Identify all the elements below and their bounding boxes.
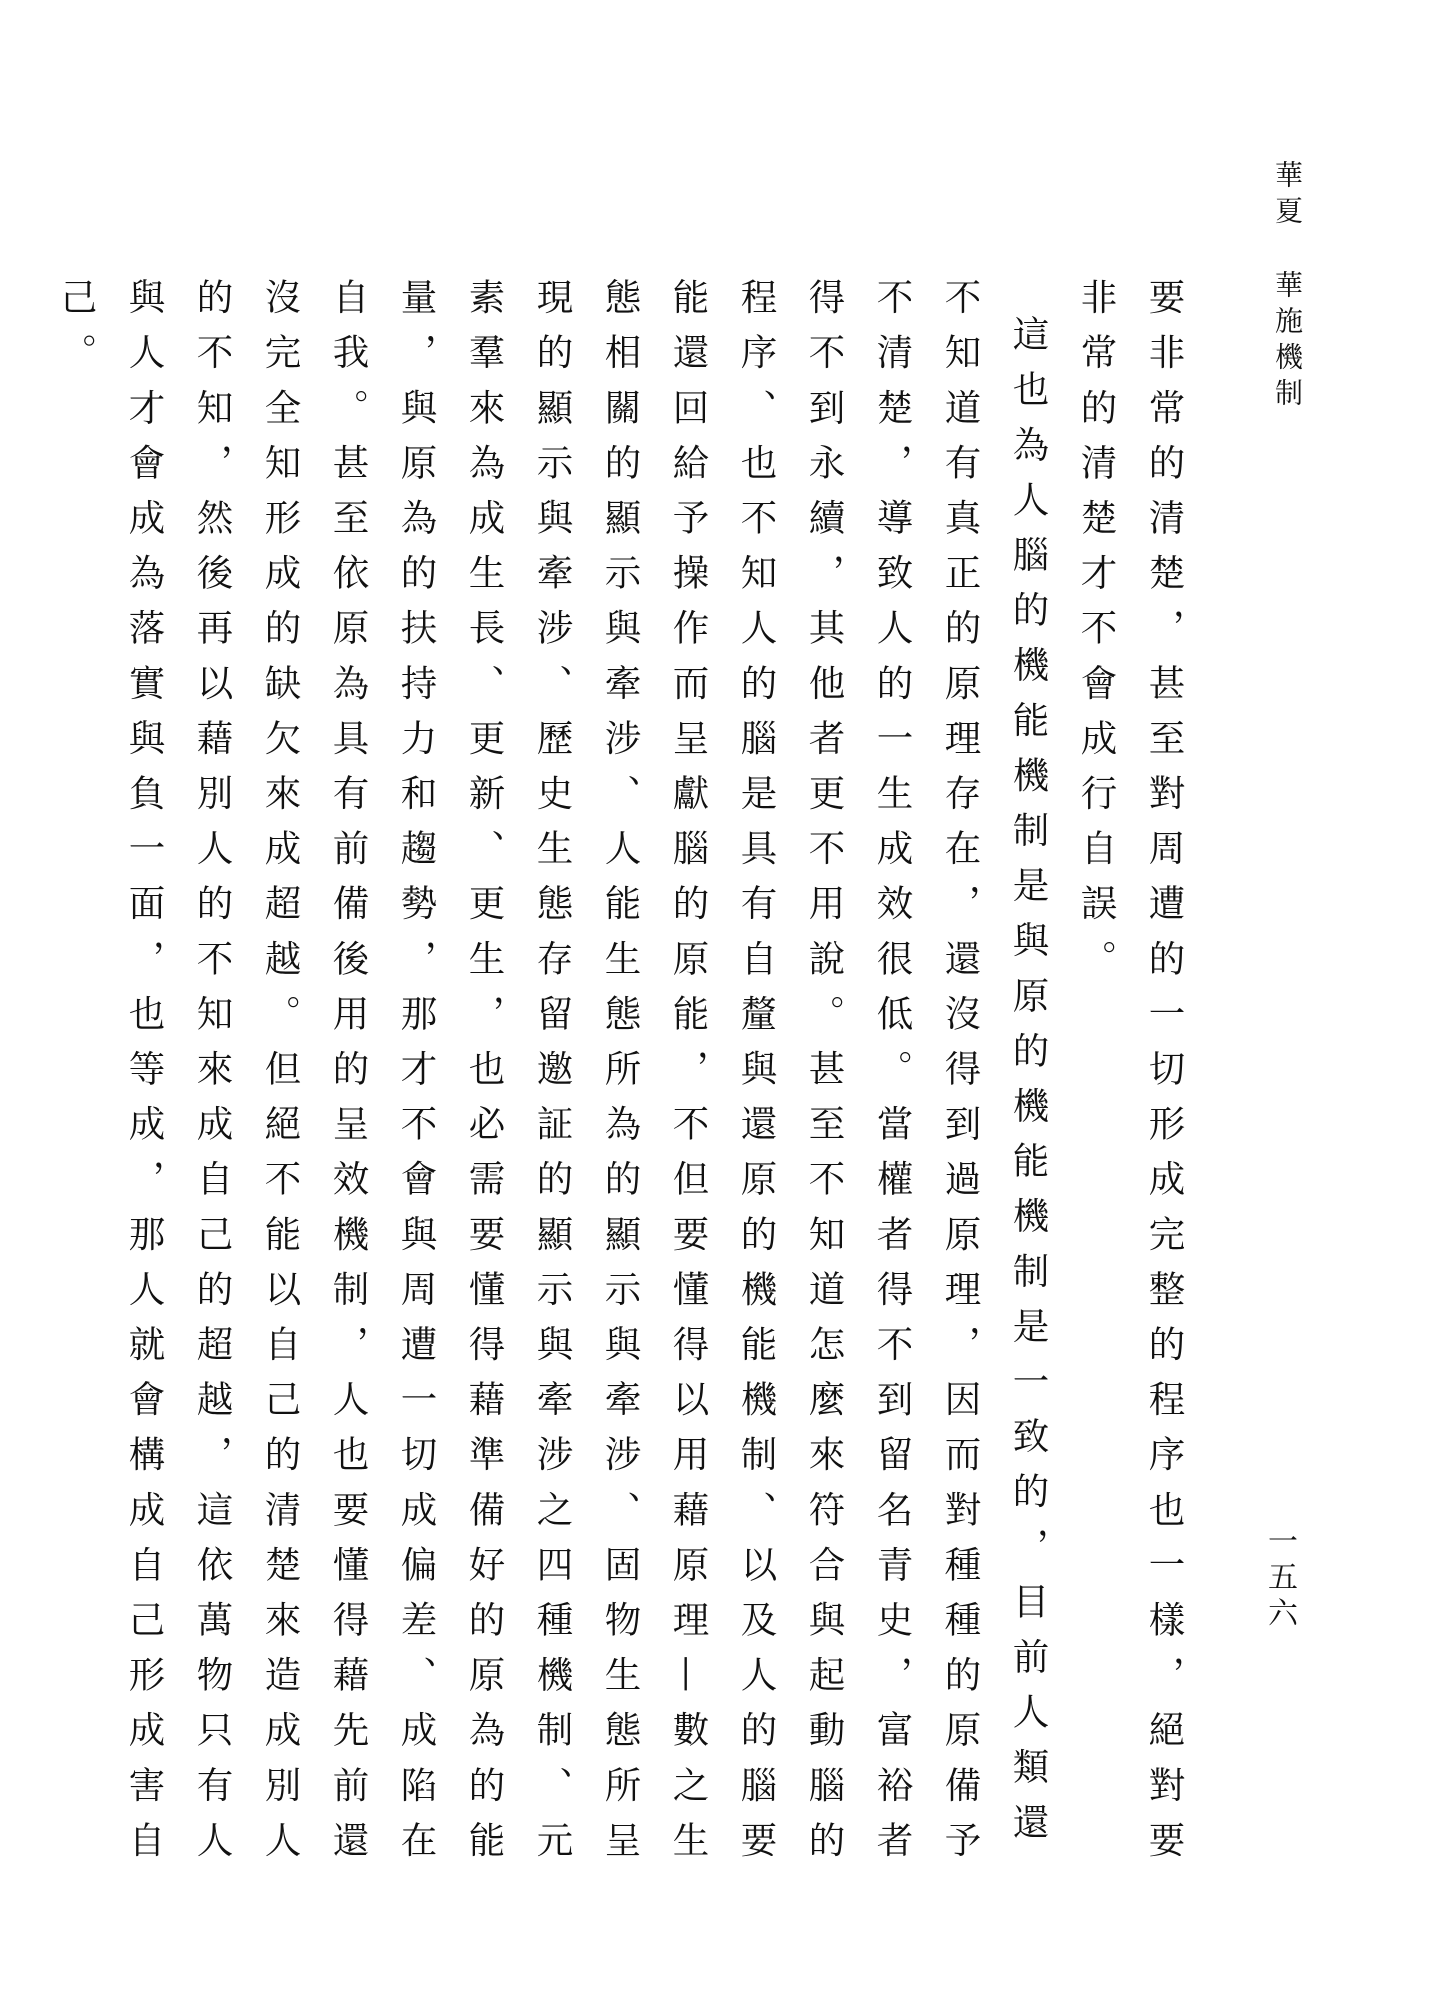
running-header xyxy=(1249,160,1309,420)
paragraph-continuation: 要非常的清楚，甚至對周遭的一切形成完整的程序也一樣，絕對要非常的清楚才不會成行自誤。 xyxy=(1075,278,1186,1876)
book-title: 華夏 xyxy=(1271,160,1304,232)
chapter-title: 華施機制 xyxy=(1271,270,1304,414)
paragraph: 這也為人腦的機能機制是與原的機能機制是一致的，目前人類還不知道有真正的原理存在，還沒得到過原理，因而對種種的原備予不清楚，導致人的一生成效很低。當權者得不到留名青史，富裕者得不到永續，其他者更不用說。甚至不知道怎麼來符合與起動腦的程序、也不知人的腦是具有自釐與還原的機能機制、以及人的腦要能還回給予操作而呈獻腦的原能，不但要懂得以用藉原理—數之生態相關的顯示與牽涉、人能生態所為的顯示與牽涉、固物生態所呈現的顯示與牽涉、歷史生態存留邀証的顯示與牽涉之四種機制、元素羣來為成生長、更新、更生，也必需要懂得藉準備好的原為的能量，與原為的扶持力和趨勢，那才不會與周遭一切成偏差、成陷在自我。甚至依原為具有前備後用的呈效機制，人也要懂得藉先前還沒完全知形成的缺欠來成超越。但絕不能以自己的清楚來造成別人的不知，然後再以藉別人的不知來成自己的超越，這依萬物只有人與人才會成為落實與負一面，也等成，那人就會構成自己形成害自己。 xyxy=(55,278,1050,1876)
page-number: 一五六 xyxy=(1262,1525,1297,1633)
body-text xyxy=(55,278,1198,1878)
